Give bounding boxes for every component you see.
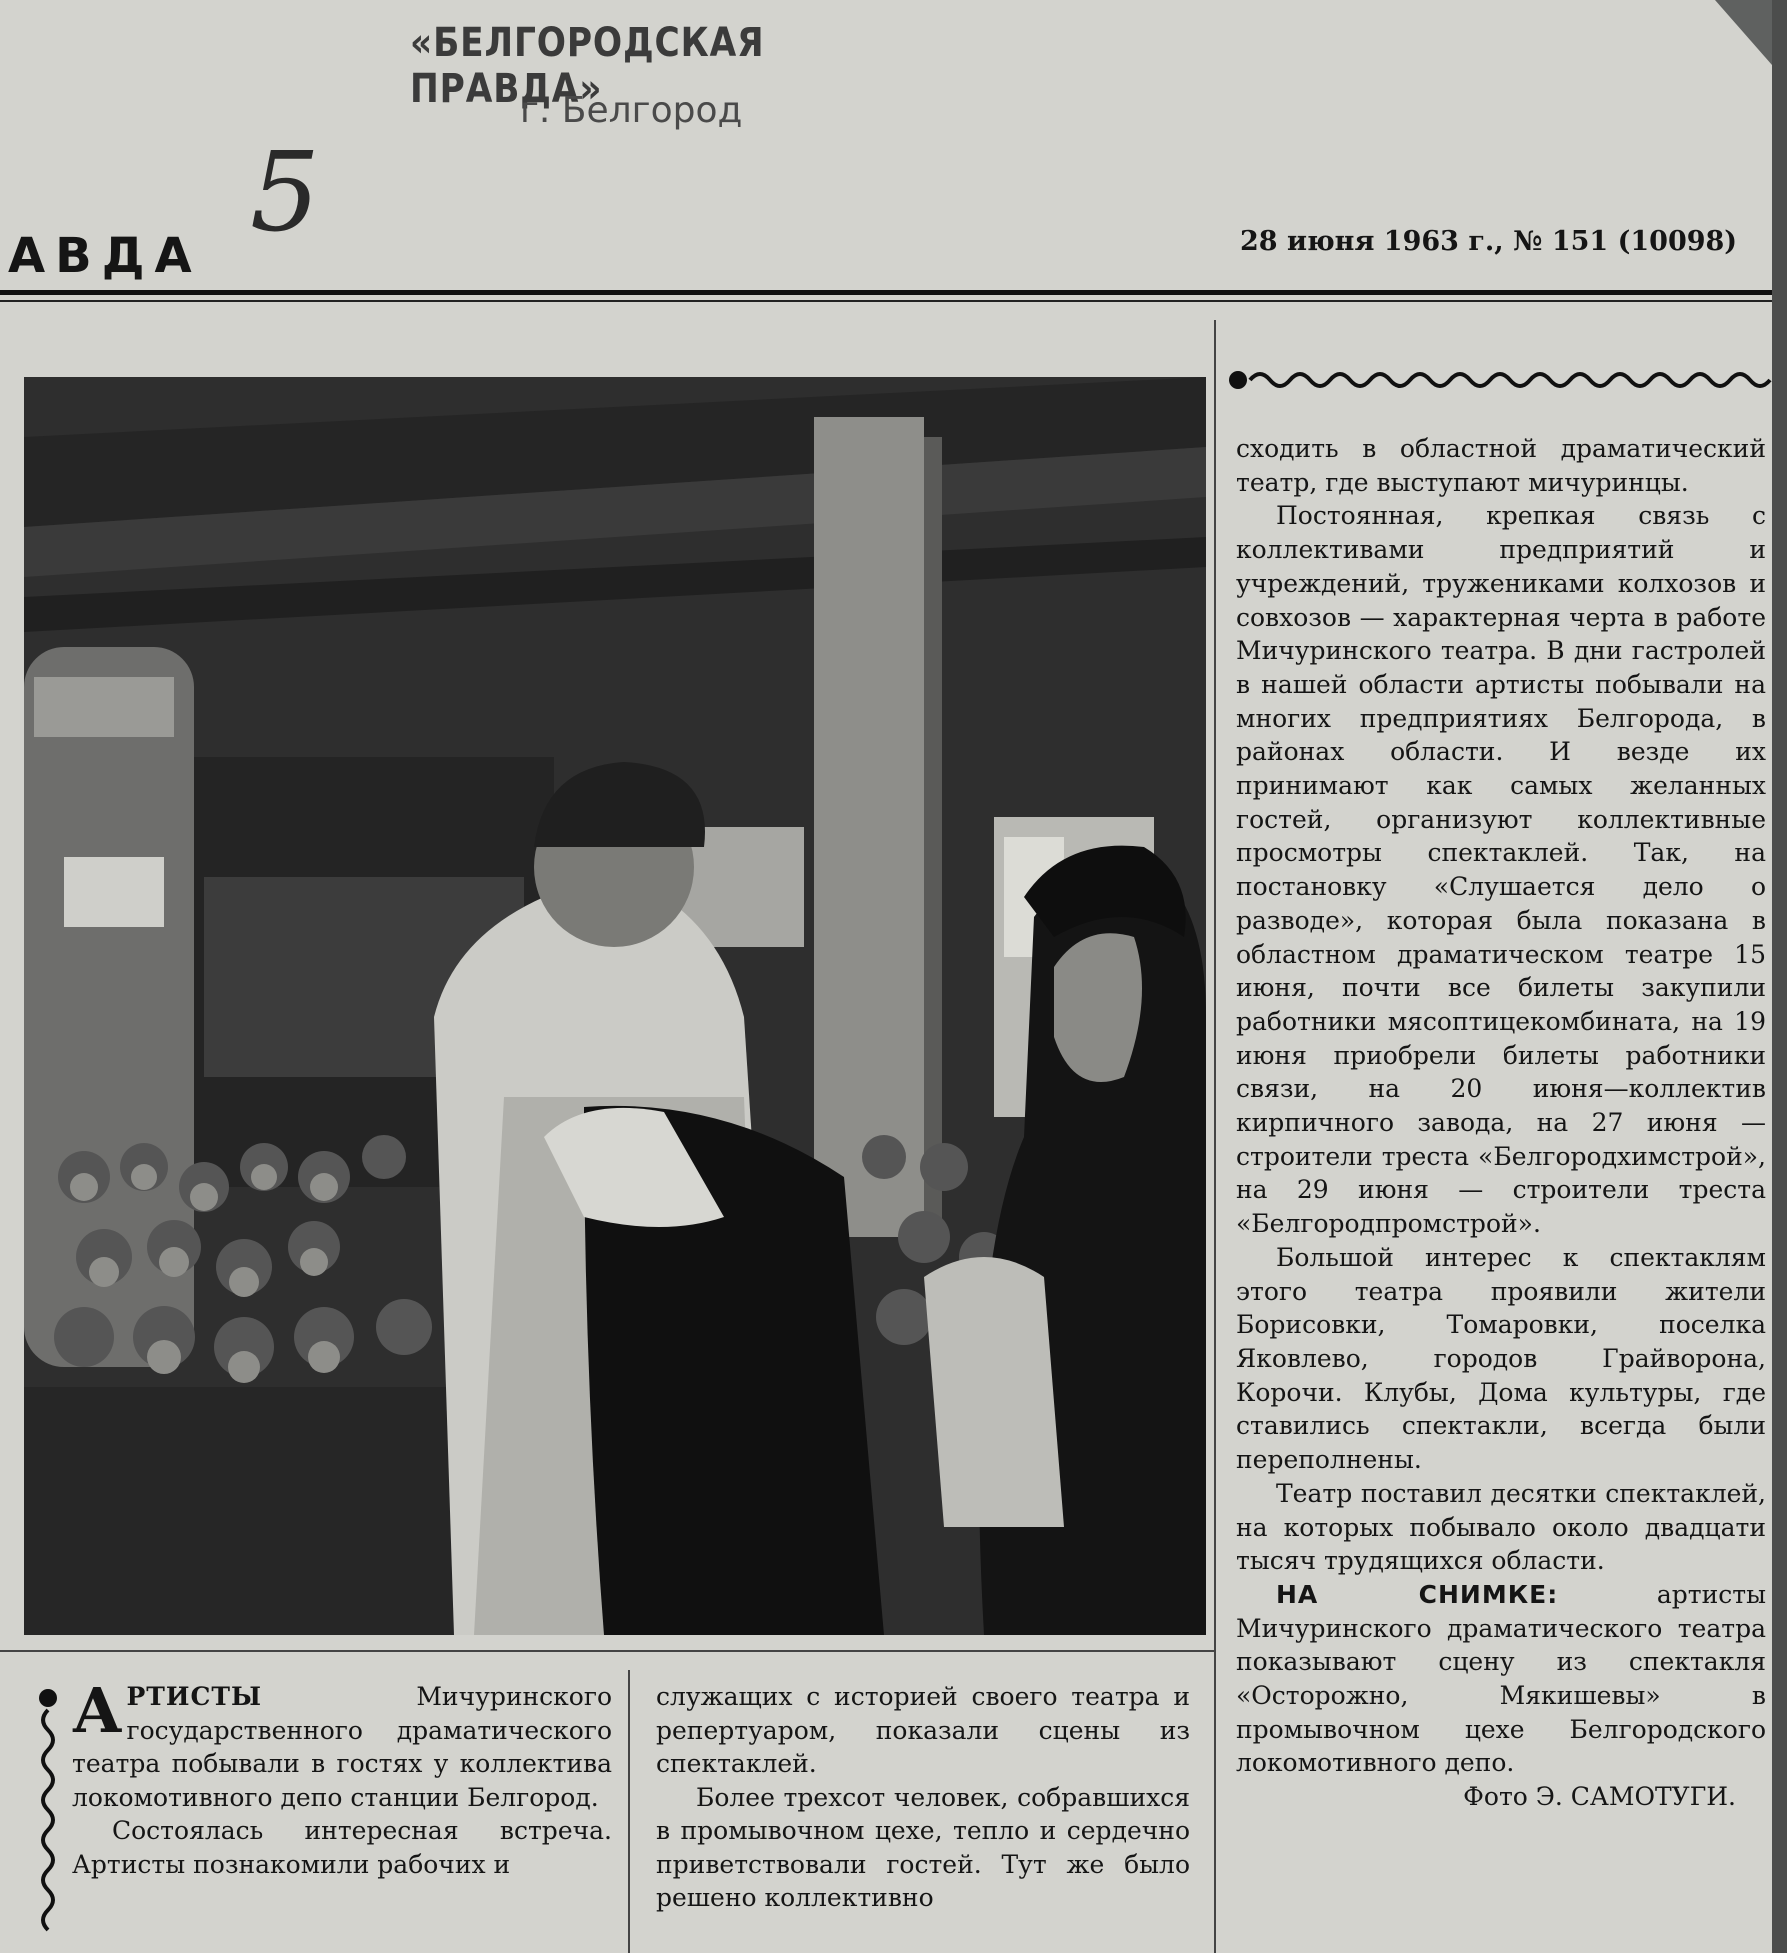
article-paragraph: Состоялась интересная встреча. Артисты познакомили рабочих и: [72, 1816, 612, 1879]
masthead-fragment: АВДА: [8, 228, 202, 284]
caption-text: артисты Мичуринского драматического театра показывают сцену из спектакля «Осторожно, Мякишевы» в промывочном цехе Белгородского локомотивного депо.: [1236, 1579, 1766, 1778]
article-middle-column: [656, 1680, 1190, 1915]
handwritten-page-number: 5: [250, 128, 320, 256]
article-paragraph: сходить в областной драматический театр, где выступают мичуринцы.: [1236, 434, 1766, 497]
ornament-divider-icon: [1228, 362, 1778, 398]
news-photo: [24, 377, 1206, 1635]
library-stamp-title: «БЕЛГОРОДСКАЯ ПРАВДА»: [410, 20, 765, 112]
lead-word: РТИСТЫ: [126, 1682, 263, 1711]
article-paragraph: Более трехсот человек, собравшихся в промывочном цехе, тепло и сердечно приветствовали гостей. Тут же было решено коллективно: [656, 1782, 1190, 1912]
scan-background: [1772, 0, 1787, 1953]
article-lead-column: [72, 1674, 612, 1881]
article-lead-paragraph: [72, 1674, 612, 1814]
drop-cap: А: [72, 1674, 123, 1747]
article-right-column: [1236, 432, 1766, 1814]
lead-text: Мичуринского государственного драматического театра побывали в гостях у коллектива локомотивного депо станции Белгород.: [72, 1682, 612, 1812]
header-rule-thin: [0, 300, 1772, 302]
column-divider: [1214, 320, 1216, 1953]
article-paragraph: Большой интерес к спектаклям этого театра проявили жители Борисовки, Томаровки, поселка Яковлево, городов Грайворона, Корочи. Клубы, Дома культуры, где ставились спектакли, всегда были переполнены.: [1236, 1242, 1766, 1475]
header-rule: [0, 290, 1772, 295]
issue-dateline: 28 июня 1963 г., № 151 (10098): [1240, 226, 1738, 257]
side-ornament-icon: [36, 1688, 60, 1938]
photo-credit: Фото Э. САМОТУГИ.: [1463, 1782, 1736, 1812]
article-paragraph: Постоянная, крепкая связь с коллективами предприятий и учреждений, тружениками колхозов и совхозов — характерная черта в работе Мичуринского театра. В дни гастролей в нашей области артисты побывали на многих предприятиях Белгорода, в районах области. И везде их принимают как самых желанных гостей, организуют коллективные просмотры спектаклей. Так, на постановку «Слушается дело о разводе», которая была показана в областном драматическом театре 15 июня, почти все билеты закупили работники мясоптицекомбината, на 19 июня приобрели билеты работники связи, на 20 июня—коллектив кирпичного завода, на 27 июня — строители треста «Белгородхимстрой», на 29 июня — строители треста «Белгородпромстрой».: [1236, 501, 1766, 1239]
caption-heading: НА СНИМКЕ:: [1276, 1579, 1559, 1609]
column-divider: [628, 1670, 630, 1953]
photo-bottom-rule: [0, 1650, 1214, 1652]
photo-caption: [1236, 1578, 1766, 1780]
library-stamp-city: г. Белгород: [520, 90, 743, 131]
article-paragraph: служащих с историей своего театра и репертуаром, показали сцены из спектаклей.: [656, 1682, 1190, 1778]
article-paragraph: Театр поставил десятки спектаклей, на которых побывало около двадцати тысяч трудящихся области.: [1236, 1478, 1766, 1576]
